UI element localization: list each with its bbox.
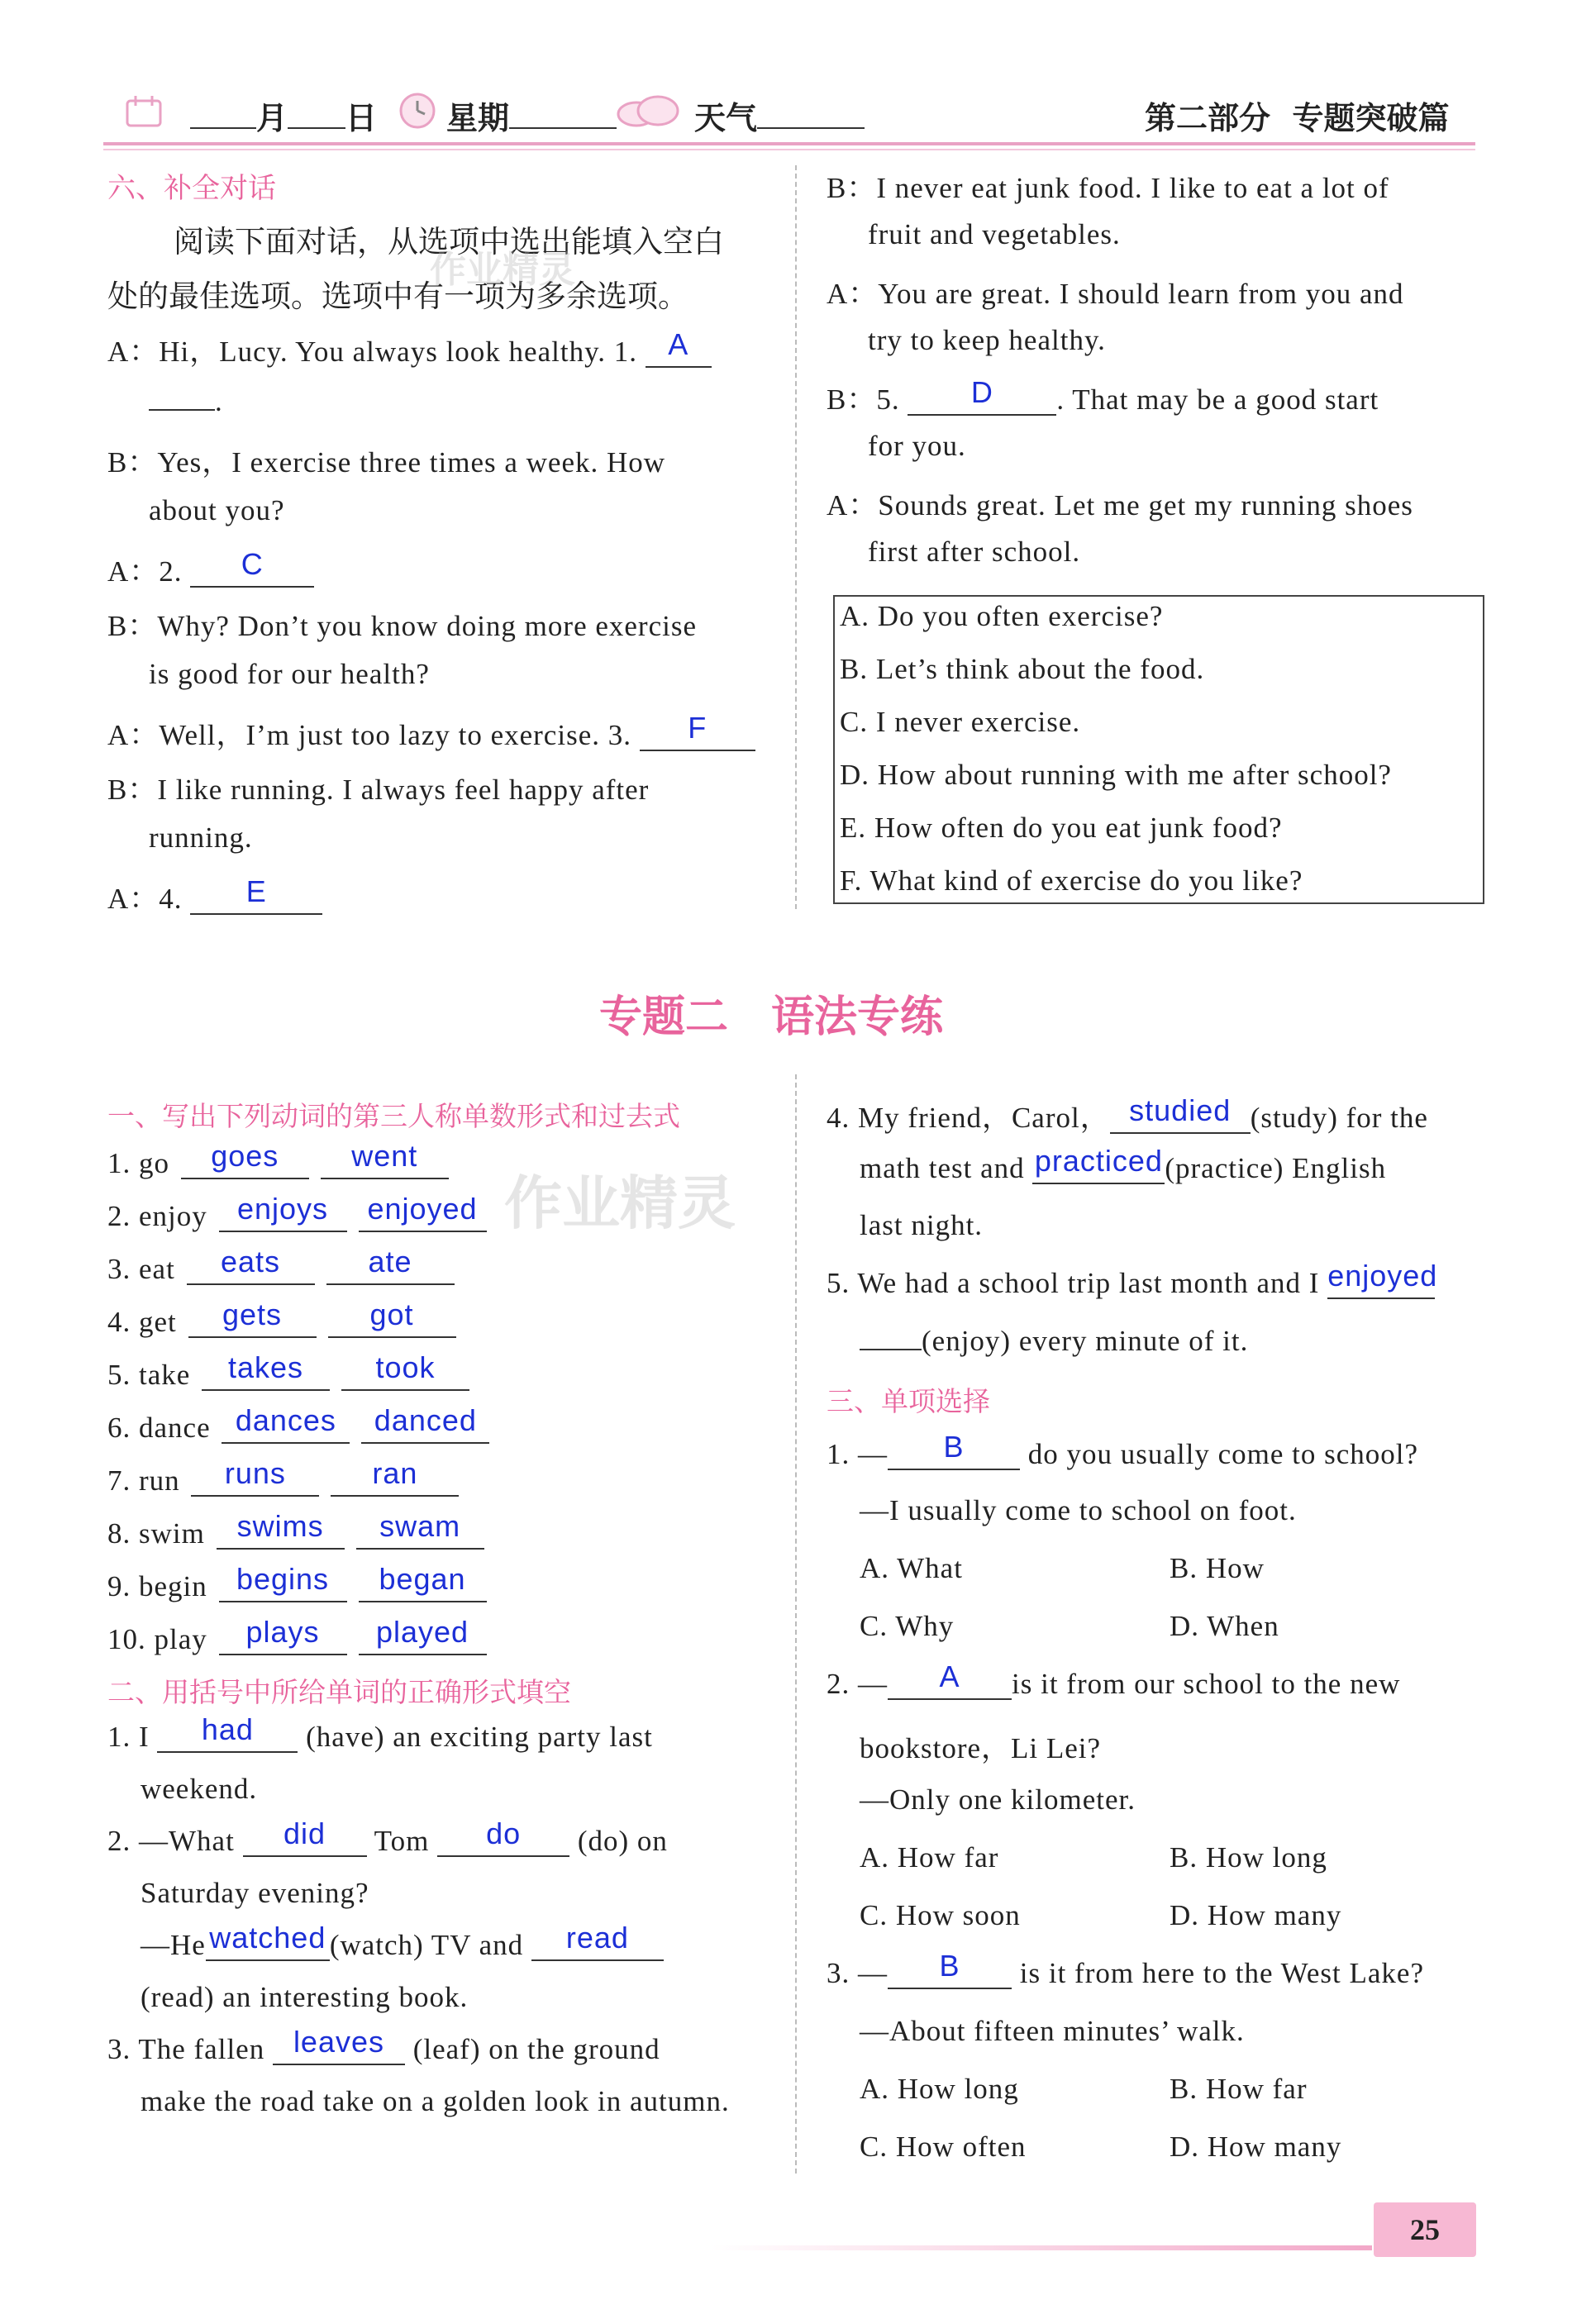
- dialog-line-5: A：Well，I’m just too lazy to exercise. 3. F: [107, 712, 755, 754]
- option-f: F. What kind of exercise do you like?: [840, 864, 1303, 897]
- verb-past-tense: swam: [379, 1509, 461, 1543]
- verb-base: 6. dance: [107, 1412, 211, 1444]
- verb-past-tense: began: [379, 1562, 466, 1596]
- verb-row: [107, 1456, 459, 1497]
- fill-q3: 3. The fallen leaves (leaf) on the ground: [107, 2025, 660, 2065]
- column-divider-top: [795, 165, 797, 909]
- choice-q3c: —About fifteen minutes’ walk.: [860, 2015, 1245, 2047]
- verb-third-person: enjoys: [236, 1192, 329, 1226]
- header-rule: [103, 142, 1475, 145]
- header-week: 星期: [446, 93, 617, 138]
- verb-base: 2. enjoy: [107, 1200, 207, 1232]
- verb-third-person: eats: [221, 1245, 281, 1278]
- verb-row: [107, 1139, 449, 1180]
- verb-base: 3. eat: [107, 1253, 175, 1285]
- fill-answer-2c: watched: [209, 1921, 326, 1955]
- dialog-line-r1: B：I never eat junk food. I like to eat a lot of: [827, 172, 1389, 204]
- fill-answer-3: leaves: [293, 2025, 384, 2059]
- fill-q1: 1. I had (have) an exciting party last: [107, 1712, 653, 1753]
- dialog-line-2b: about you?: [149, 494, 285, 526]
- fill-q5b: (enjoy) every minute of it.: [860, 1325, 1248, 1358]
- verb-past-tense: took: [375, 1350, 436, 1384]
- fill-q4: 4. My friend，Carol， studied (study) for the: [827, 1093, 1428, 1134]
- header-decoration-icon: [124, 93, 165, 131]
- verb-past-tense: played: [375, 1615, 469, 1649]
- fill-answer-2b: do: [486, 1816, 522, 1850]
- fill-q2e: —He watched (watch) TV and read: [141, 1929, 664, 1962]
- choice-q3-opt-b: B. How far: [1170, 2073, 1308, 2105]
- cloud-icon: [612, 89, 686, 134]
- verb-third-person: plays: [245, 1615, 320, 1649]
- dialog-line-1b: .: [149, 385, 223, 418]
- footer-bar: [711, 2245, 1372, 2250]
- verb-row: [107, 1403, 489, 1445]
- verb-past-tense: got: [369, 1297, 414, 1331]
- verb-base: 10. play: [107, 1623, 207, 1655]
- option-a: A. Do you often exercise?: [840, 600, 1164, 632]
- dialog-line-6b: running.: [149, 821, 253, 854]
- verb-base: 8. swim: [107, 1517, 205, 1550]
- choice-heading: 三、单项选择: [827, 1385, 990, 1417]
- dialog-line-7: A：4. E: [107, 876, 322, 917]
- choice-q3-opt-d: D. How many: [1170, 2131, 1342, 2163]
- fill-answer-4a: studied: [1129, 1093, 1232, 1127]
- dialog-line-2: B：Yes，I exercise three times a week. How: [107, 446, 666, 479]
- choice-q2: 2. — A is it from our school to the new: [827, 1659, 1401, 1700]
- verb-past-tense: danced: [374, 1403, 477, 1437]
- verb-row: [107, 1509, 484, 1550]
- dialog-line-r4: A：Sounds great. Let me get my running shoes: [827, 489, 1413, 521]
- dialog-line-r2: A：You are great. I should learn from you and: [827, 278, 1404, 310]
- dialog-line-1: A：Hi，Lucy. You always look healthy. 1. A: [107, 329, 712, 370]
- verb-third-person: goes: [211, 1139, 279, 1173]
- dialog-line-r3c: for you.: [868, 430, 966, 462]
- fill-answer-2a: did: [283, 1816, 326, 1850]
- verb-third-person: takes: [228, 1350, 304, 1384]
- choice-q2-opt-a: A. How far: [860, 1841, 999, 1874]
- dialog-line-4: B：Why? Don’t you know doing more exercise: [107, 610, 697, 642]
- choice-q3: 3. — B is it from here to the West Lake?: [827, 1949, 1424, 1989]
- clock-icon: [397, 86, 438, 136]
- options-box: [833, 595, 1484, 904]
- topic-title: 专题二 语法专练: [599, 993, 944, 1042]
- choice-q1: 1. — B do you usually come to school?: [827, 1430, 1419, 1470]
- verb-past-tense: ate: [368, 1245, 412, 1278]
- option-d: D. How about running with me after school?: [840, 759, 1392, 791]
- verb-third-person: runs: [224, 1456, 286, 1490]
- fill-answer-4b: practiced: [1034, 1144, 1163, 1178]
- answer-1: A: [668, 327, 689, 361]
- answer-4: E: [245, 874, 267, 908]
- verb-row: [107, 1350, 469, 1392]
- choice-answer-1: B: [943, 1430, 965, 1464]
- column-divider-bottom: [795, 1074, 797, 2174]
- verb-heading: 一、写出下列动词的第三人称单数形式和过去式: [107, 1100, 680, 1132]
- dialog-instruction-1: 阅读下面对话，从选项中选出能填入空白: [174, 224, 724, 259]
- header-section-title: 第二部分 专题突破篇: [1145, 100, 1450, 136]
- option-c: C. I never exercise.: [840, 706, 1081, 738]
- choice-q3-opt-c: C. How often: [860, 2131, 1027, 2163]
- fill-q4e: last night.: [860, 1209, 984, 1241]
- header-date: 月 日: [190, 93, 377, 138]
- fill-q2d: Saturday evening?: [141, 1877, 369, 1909]
- dialog-line-6: B：I like running. I always feel happy after: [107, 774, 650, 806]
- verb-third-person: begins: [236, 1562, 330, 1596]
- fill-answer-1: had: [201, 1712, 254, 1746]
- choice-q2c: bookstore，Li Lei?: [860, 1732, 1102, 1764]
- verb-past-tense: enjoyed: [367, 1192, 478, 1226]
- verb-past-tense: ran: [372, 1456, 418, 1490]
- verb-row: [107, 1297, 456, 1339]
- verb-row: [107, 1192, 487, 1233]
- fill-q1c: weekend.: [141, 1773, 258, 1805]
- choice-answer-2: A: [939, 1659, 960, 1693]
- answer-5: D: [970, 375, 993, 409]
- choice-q2-opt-d: D. How many: [1170, 1899, 1342, 1931]
- choice-q2-opt-b: B. How long: [1170, 1841, 1327, 1874]
- choice-q1-opt-c: C. Why: [860, 1610, 955, 1642]
- choice-q1-opt-b: B. How: [1170, 1552, 1265, 1584]
- choice-q2d: —Only one kilometer.: [860, 1783, 1136, 1816]
- choice-q1c: —I usually come to school on foot.: [860, 1494, 1297, 1526]
- choice-q2-opt-c: C. How soon: [860, 1899, 1021, 1931]
- dialog-line-4b: is good for our health?: [149, 658, 430, 690]
- header-rule-thin: [103, 149, 1475, 150]
- verb-base: 9. begin: [107, 1570, 207, 1602]
- choice-q3-opt-a: A. How long: [860, 2073, 1019, 2105]
- dialog-instruction-2: 处的最佳选项。选项中有一项为多余选项。: [107, 279, 688, 314]
- dialog-heading: 六、补全对话: [107, 172, 276, 205]
- verb-row: [107, 1615, 487, 1656]
- option-b: B. Let’s think about the food.: [840, 653, 1205, 685]
- verb-base: 1. go: [107, 1147, 169, 1179]
- fill-answer-2d: read: [565, 1921, 629, 1955]
- answer-3: F: [688, 711, 707, 745]
- dialog-line-r2b: try to keep healthy.: [868, 324, 1106, 356]
- verb-row: [107, 1245, 455, 1286]
- fill-q3c: make the road take on a golden look in autumn.: [141, 2085, 730, 2117]
- verb-third-person: gets: [222, 1297, 283, 1331]
- verb-third-person: swims: [236, 1509, 324, 1543]
- fill-q5: 5. We had a school trip last month and I enjoyed: [827, 1259, 1438, 1299]
- verb-row: [107, 1562, 487, 1603]
- dialog-line-3: A：2. C: [107, 549, 314, 590]
- page-number: 25: [1374, 2202, 1476, 2257]
- dialog-line-r3: B：5. D . That may be a good start: [827, 375, 1379, 416]
- dialog-line-r1b: fruit and vegetables.: [868, 218, 1121, 250]
- option-e: E. How often do you eat junk food?: [840, 812, 1283, 844]
- verb-third-person: dances: [235, 1403, 336, 1437]
- answer-2: C: [241, 547, 264, 581]
- verb-past-tense: went: [351, 1139, 418, 1173]
- fill-answer-5: enjoyed: [1327, 1259, 1438, 1293]
- verb-base: 4. get: [107, 1306, 177, 1338]
- watermark-top: 作业精灵: [430, 249, 575, 291]
- choice-q1-opt-d: D. When: [1170, 1610, 1279, 1642]
- fill-heading: 二、用括号中所给单词的正确形式填空: [107, 1676, 571, 1708]
- watermark: 作业精灵: [504, 1169, 736, 1237]
- verb-base: 7. run: [107, 1464, 180, 1497]
- dialog-line-r4b: first after school.: [868, 536, 1081, 568]
- fill-q2: 2. —What did Tom do (do) on: [107, 1816, 668, 1857]
- choice-q1-opt-a: A. What: [860, 1552, 963, 1584]
- verb-base: 5. take: [107, 1359, 191, 1391]
- choice-answer-3: B: [939, 1949, 960, 1983]
- fill-q2g: (read) an interesting book.: [141, 1981, 469, 2013]
- header-weather: 天气: [694, 93, 865, 138]
- fill-q4c: math test and practiced(practice) English: [860, 1144, 1387, 1184]
